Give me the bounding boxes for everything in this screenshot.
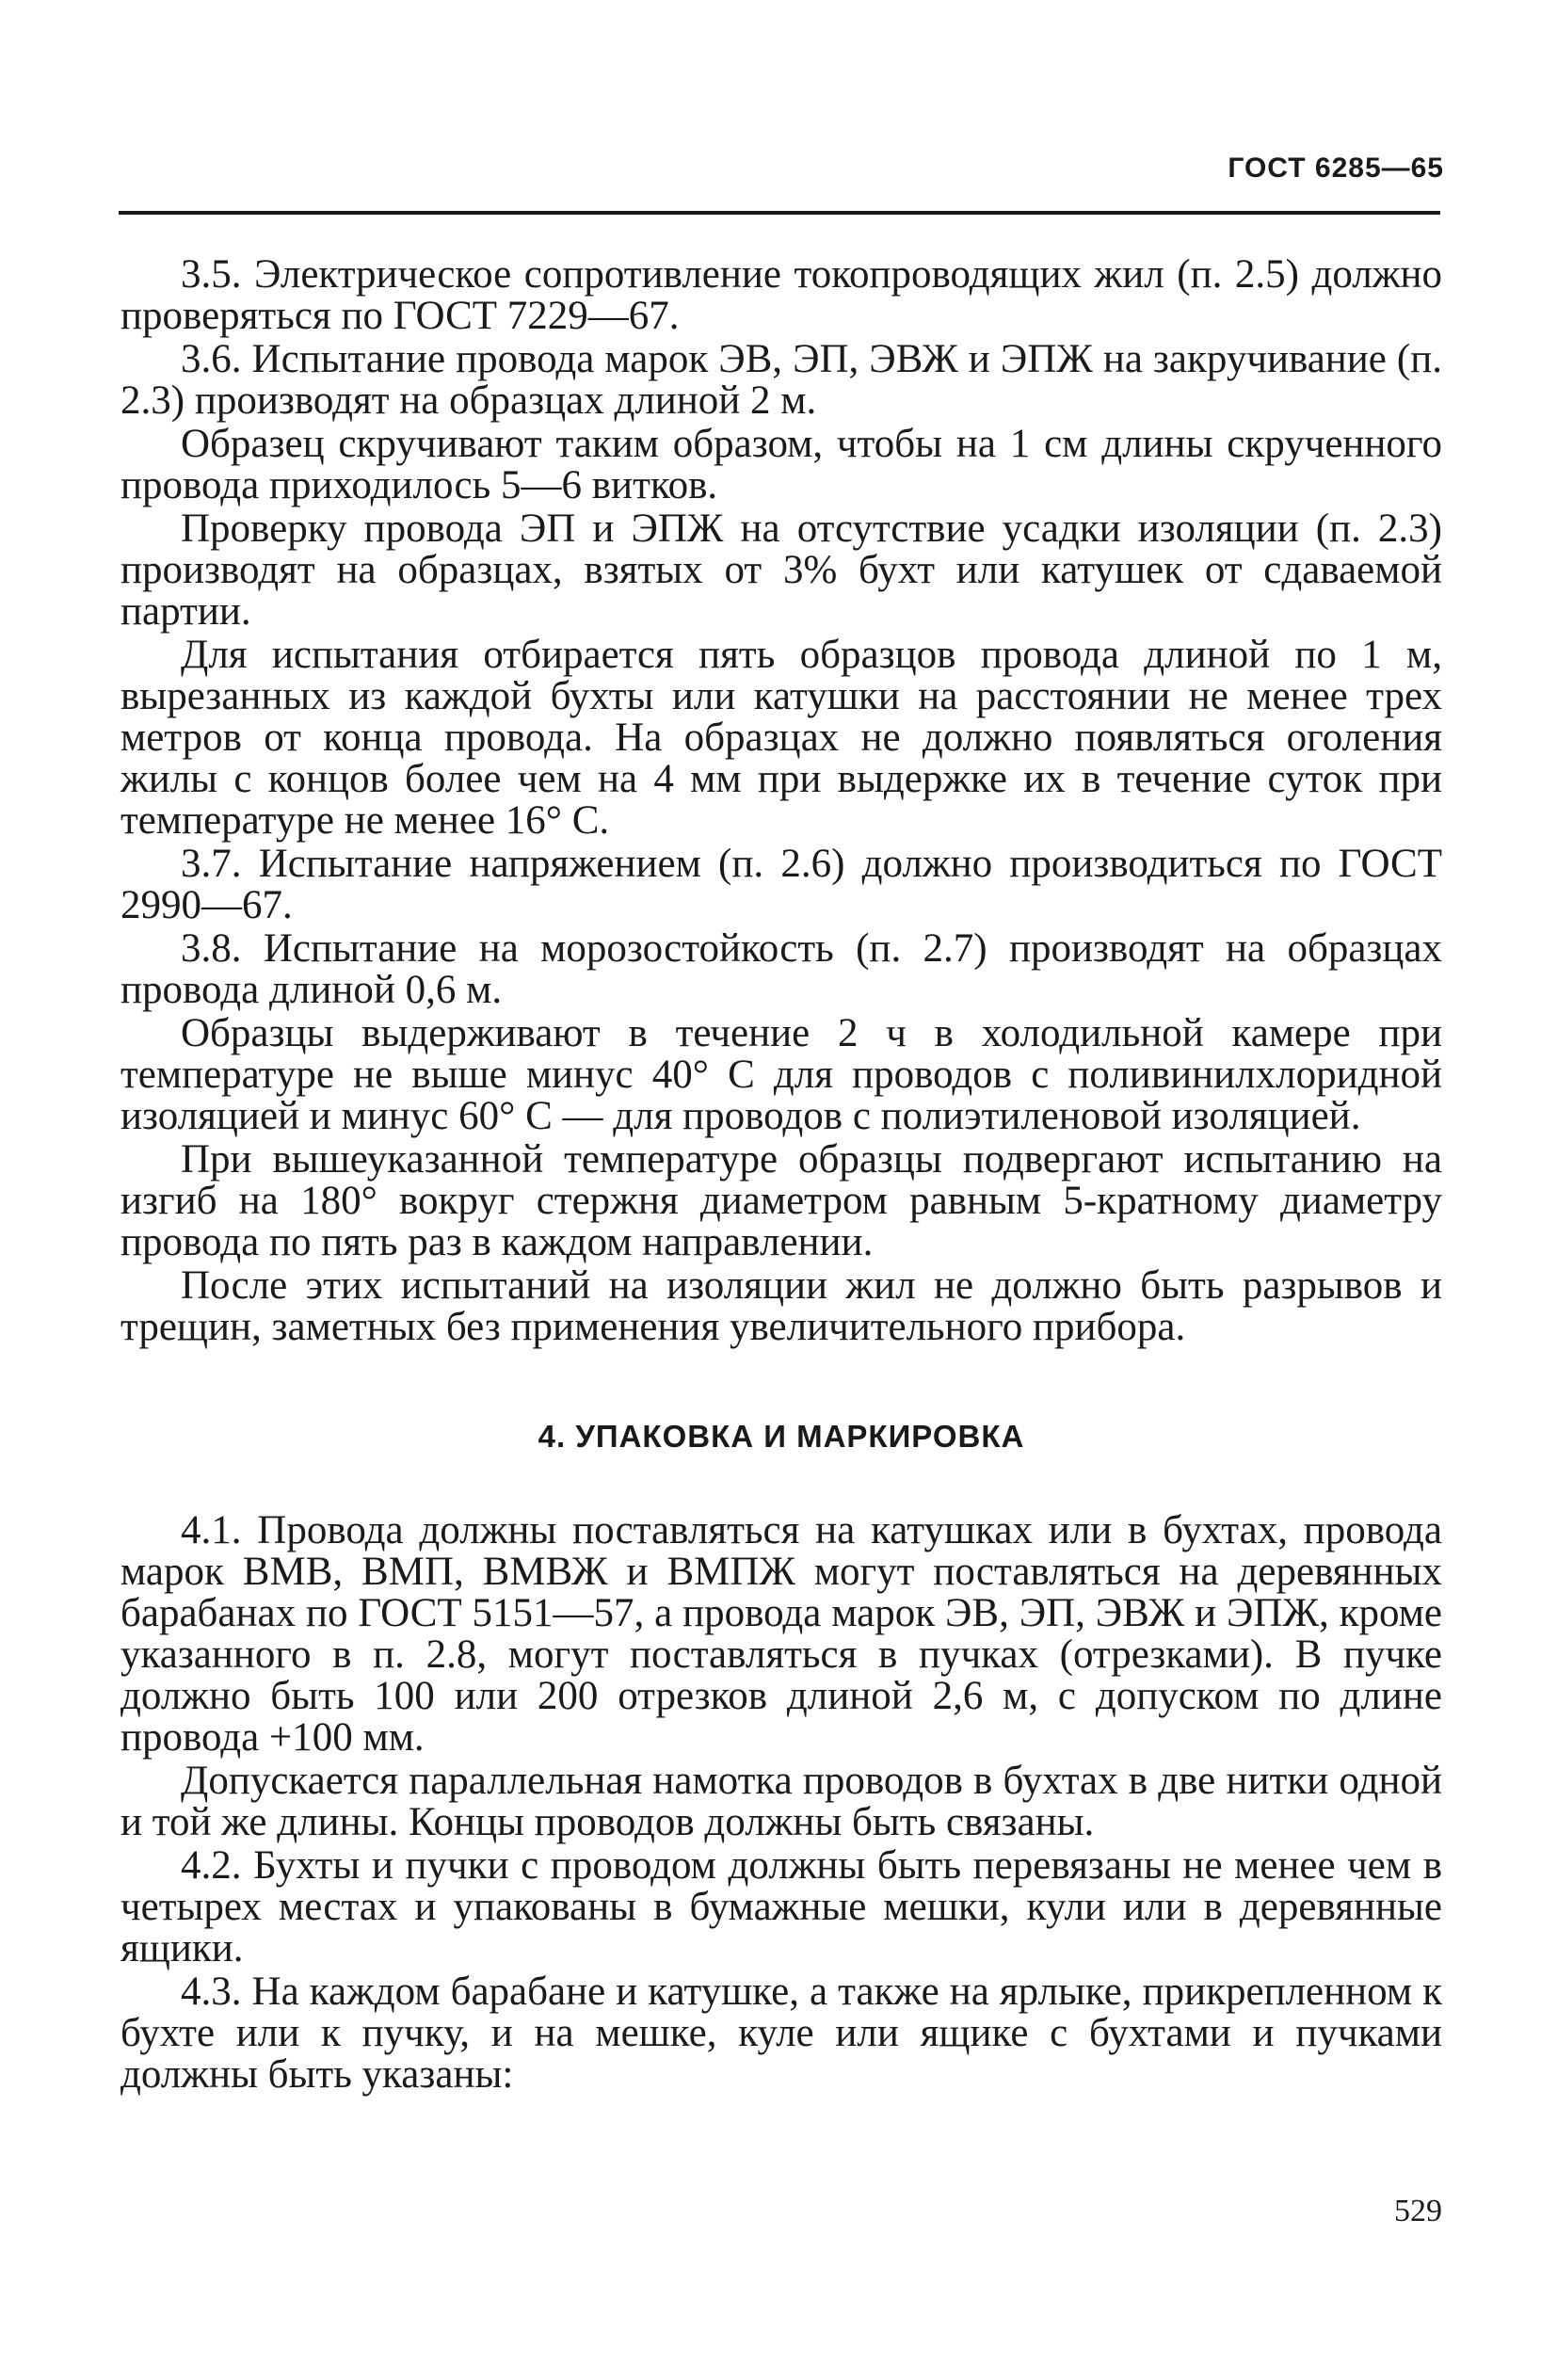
paragraph-sample-selection: Для испытания отбирается пять образцов провода длиной по 1 м, вырезанных из каждой бухты или катушки на расстоянии не менее трех метров от конца провода. На образцах не должно появляться оголения жилы с концов более чем на 4 мм при выдержке их в течение суток при температуре не менее 16° С. (120, 633, 1442, 843)
header-divider (119, 211, 1440, 215)
paragraph-cold-chamber: Образцы выдерживают в течение 2 ч в холодильной камере при температуре не выше минус 40° С для проводов с поливинилхлоридной изоляцией и минус 60° С — для проводов с полиэтиленовой изоляцией. (120, 1011, 1442, 1138)
paragraph-parallel-winding: Допускается параллельная намотка проводов в бухтах в две нитки одной и той же длины. Концы проводов должны быть связаны. (120, 1759, 1442, 1844)
paragraph-3-7: 3.7. Испытание напряжением (п. 2.6) должно производиться по ГОСТ 2990—67. (120, 842, 1442, 927)
paragraph-4-2: 4.2. Бухты и пучки с проводом должны быть перевязаны не менее чем в четырех местах и упакованы в бумажные мешки, кули или в деревянные ящики. (120, 1843, 1442, 1970)
paragraph-shrinkage-check: Проверку провода ЭП и ЭПЖ на отсутствие усадки изоляции (п. 2.3) производят на образцах, взятых от 3% бухт или катушек от сдаваемой партии. (120, 507, 1442, 634)
document-body (120, 254, 1442, 2098)
page-header-standard: ГОСТ 6285—65 (1228, 153, 1444, 184)
section-title: 4. УПАКОВКА И МАРКИРОВКА (538, 1419, 1025, 1454)
paragraph-4-3: 4.3. На каждом барабане и катушке, а также на ярлыке, прикрепленном к бухте или к пучку, и на мешке, куле или ящике с бухтами и пучками должны быть указаны: (120, 1970, 1442, 2097)
paragraph-3-6: 3.6. Испытание провода марок ЭВ, ЭП, ЭВЖ и ЭПЖ на закручивание (п. 2.3) производят на образцах длиной 2 м. (120, 337, 1442, 423)
paragraph-bend-test: При вышеуказанной температуре образцы подвергают испытанию на изгиб на 180° вокруг стержня диаметром равным 5-кратному диаметру провода по пять раз в каждом направлении. (120, 1137, 1442, 1264)
page-number: 529 (1394, 2194, 1442, 2228)
paragraph-3-8: 3.8. Испытание на морозостойкость (п. 2.7) производят на образцах провода длиной 0,6 м. (120, 926, 1442, 1012)
paragraph-twist-sample: Образец скручивают таким образом, чтобы на 1 см длины скрученного провода приходилось 5—6 витков. (120, 422, 1442, 507)
paragraph-after-tests: После этих испытаний на изоляции жил не должно быть разрывов и трещин, заметных без применения увеличительного прибора. (120, 1263, 1442, 1349)
paragraph-4-1: 4.1. Провода должны поставляться на катушках или в бухтах, провода марок ВМВ, ВМП, ВМВЖ и ВМПЖ могут поставляться на деревянных барабанах по ГОСТ 5151—57, а провода марок ЭВ, ЭП, ЭВЖ и ЭПЖ, кроме указанного в п. 2.8, могут поставляться в пучках (отрезками). В пучке должно быть 100 или 200 отрезков длиной 2,6 м, с допуском по длине провода +100 мм. (120, 1508, 1442, 1760)
paragraph-3-5: 3.5. Электрическое сопротивление токопроводящих жил (п. 2.5) должно проверяться по ГОСТ 7229—67. (120, 252, 1442, 338)
